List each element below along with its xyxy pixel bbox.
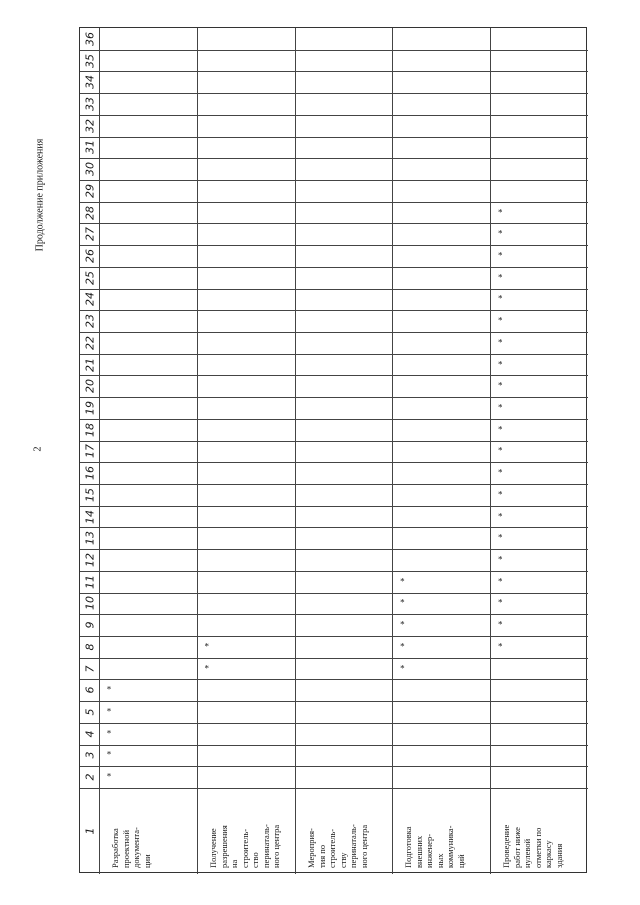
row-divider [80,310,588,311]
schedule-mark: * [497,250,503,261]
column-number: 14 [83,509,96,524]
page-number: 2 [32,446,44,452]
schedule-mark: * [497,207,503,218]
row-divider [80,484,588,485]
column-number: 33 [83,97,96,111]
column-number: 18 [83,422,96,437]
row-divider [80,745,588,746]
task-label: Разработка проектной документа- ции [110,827,152,868]
row-divider [80,245,588,246]
column-number: 11 [83,574,96,589]
schedule-mark: * [497,619,503,630]
schedule-mark: * [400,576,405,587]
column-number: 27 [83,227,96,242]
row-divider [80,614,588,615]
column-number: 28 [83,205,96,220]
row-divider [80,506,588,507]
column-divider [295,28,296,874]
column-number: 6 [83,686,96,694]
row-divider [80,50,588,51]
schedule-mark: * [497,532,503,543]
column-number: 35 [83,53,96,68]
column-number: 7 [83,665,96,673]
schedule-mark: * [106,749,112,760]
row-divider [80,527,588,528]
row-divider [80,701,588,702]
row-divider [80,397,588,398]
schedule-mark: * [497,293,503,304]
schedule-mark: * [497,228,503,239]
schedule-mark: * [400,597,405,608]
schedule-mark: * [106,728,112,739]
schedule-mark: * [497,424,503,435]
task-label: Проведение работ ниже нулевой отметки по каркасу здания [501,824,564,868]
row-divider [80,462,588,463]
row-divider [80,71,588,72]
row-divider [80,766,588,767]
task-label: Получение разрешения на строитель- ство перинаталь- ного центра [207,824,281,868]
row-divider [80,332,588,333]
row-divider [80,593,588,594]
column-divider [392,28,393,874]
column-number: 34 [83,75,96,90]
row-divider [80,571,588,572]
row-divider [80,636,588,637]
schedule-mark: * [497,445,503,456]
column-number: 19 [83,401,96,415]
schedule-mark: * [497,337,503,348]
column-number: 21 [83,357,96,372]
row-divider [80,180,588,181]
schedule-mark: * [497,597,503,608]
column-number: 31 [83,140,96,155]
column-number: 15 [83,487,96,502]
schedule-mark: * [400,641,405,652]
row-divider [80,137,588,138]
column-number: 25 [83,270,96,285]
column-number: 2 [83,773,96,781]
row-divider [80,93,588,94]
column-number: 24 [83,292,96,307]
continuation-label: Продолжение приложения [34,138,46,252]
schedule-mark: * [497,554,503,565]
column-number: 5 [83,708,96,716]
row-divider [80,375,588,376]
column-number: 12 [83,553,96,567]
schedule-mark: * [497,489,503,500]
schedule-mark: * [106,706,112,717]
schedule-mark: * [497,576,503,587]
row-divider [80,202,588,203]
row-divider [80,289,588,290]
row-divider [80,723,588,724]
schedule-mark: * [497,315,503,326]
column-number: 16 [83,466,96,481]
schedule-mark: * [497,380,503,391]
row-divider [80,441,588,442]
column-number: 23 [83,314,96,329]
column-number: 13 [83,531,96,546]
row-divider [80,354,588,355]
schedule-mark: * [106,684,112,695]
row-divider [80,658,588,659]
column-divider [99,28,100,874]
schedule-mark: * [497,641,503,652]
column-number: 32 [83,118,96,133]
column-number: 26 [83,249,96,263]
schedule-mark: * [204,641,210,652]
row-divider [80,223,588,224]
row-divider [80,115,588,116]
column-number: 17 [83,444,96,459]
schedule-mark: * [497,402,503,413]
task-label: Подготовка внешних инженер- ных коммуника- ций [403,825,466,868]
schedule-table [79,27,587,873]
schedule-mark: * [497,467,503,478]
row-divider [80,549,588,550]
column-number: 10 [83,596,96,611]
column-divider [197,28,198,874]
column-number: 22 [83,335,96,350]
task-label: Мероприя- тия по строитель- ству перинаталь- ного центра [305,824,369,868]
schedule-mark: * [106,771,112,782]
column-number: 3 [83,751,96,759]
column-number: 9 [83,621,96,629]
schedule-mark: * [497,511,503,522]
column-number: 8 [83,643,96,651]
schedule-mark: * [400,663,405,674]
row-divider [80,419,588,420]
column-number: 30 [83,162,96,177]
schedule-mark: * [497,272,503,283]
column-number: 1 [83,827,96,835]
column-number: 4 [83,730,96,738]
column-number: 36 [83,31,96,46]
row-divider [80,158,588,159]
column-number: 20 [83,379,96,394]
schedule-mark: * [400,619,405,630]
row-divider [80,679,588,680]
schedule-mark: * [204,663,210,674]
column-number: 29 [83,183,96,198]
column-divider [490,28,491,874]
row-divider [80,267,588,268]
schedule-mark: * [497,359,503,370]
